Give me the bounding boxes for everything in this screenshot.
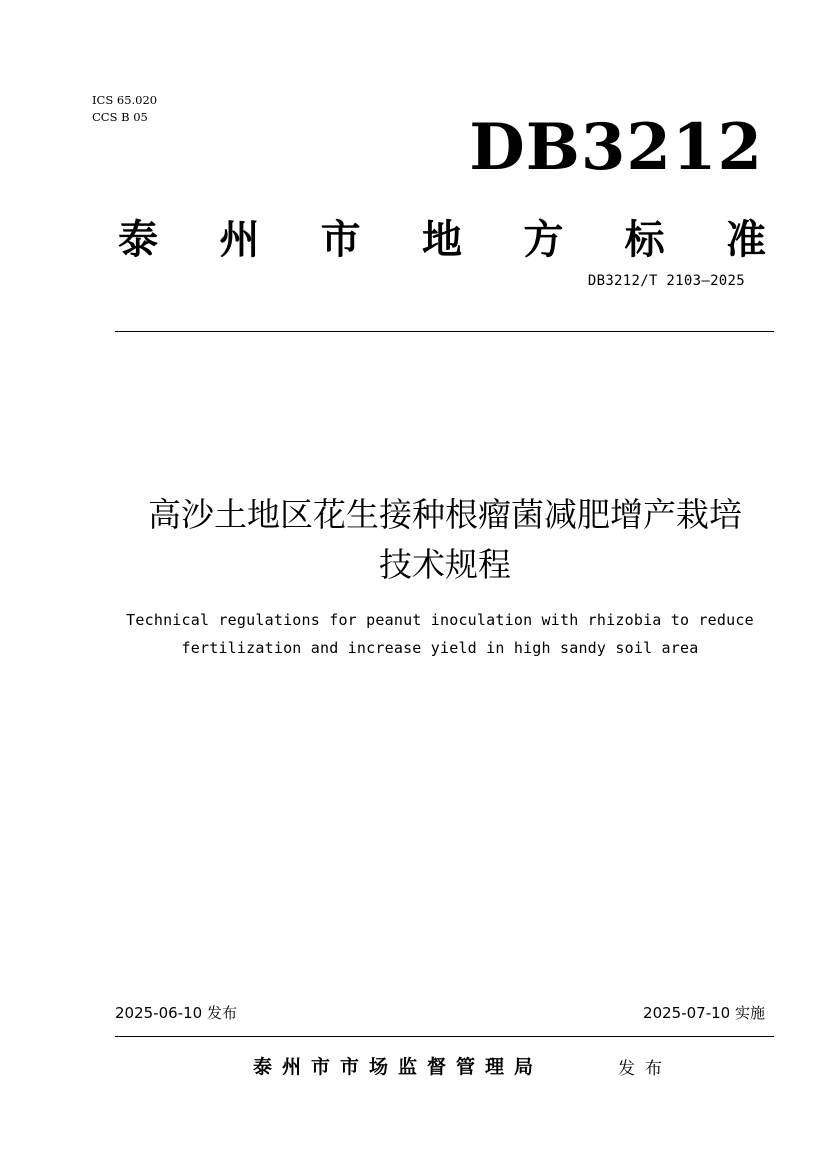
standard-code: DB3212 [469, 110, 763, 185]
standard-type-char: 泰 [118, 215, 158, 263]
standard-type-char: 标 [624, 215, 665, 263]
document-title-en [80, 606, 800, 662]
bottom-divider [115, 1036, 774, 1037]
standard-type-char: 市 [320, 215, 361, 263]
standard-type-char: 地 [421, 215, 462, 263]
standard-type-char: 准 [725, 215, 766, 263]
standard-type-char: 方 [523, 215, 564, 263]
publish-label: 发布 [618, 1059, 672, 1079]
publisher-name: 泰州市市场监督管理局 [253, 1056, 544, 1078]
standard-number: DB3212/T 2103—2025 [587, 273, 745, 289]
issue-date: 2025-06-10 发布 [115, 1004, 237, 1022]
top-divider [115, 331, 774, 332]
ccs-code: CCS B 05 [92, 110, 148, 124]
title-en-line-1: Technical regulations for peanut inoculation with rhizobia to reduce [126, 611, 754, 629]
standard-type-char: 州 [219, 215, 260, 263]
implementation-date: 2025-07-10 实施 [643, 1004, 765, 1022]
title-zh-line-1: 高沙土地区花生接种根瘤菌减肥增产栽培 [148, 495, 742, 534]
standard-type-heading [118, 208, 766, 264]
document-title-zh [100, 490, 790, 590]
title-zh-line-2: 技术规程 [379, 545, 511, 584]
title-en-line-2: fertilization and increase yield in high sandy soil area [181, 639, 699, 657]
ics-code: ICS 65.020 [92, 93, 158, 107]
